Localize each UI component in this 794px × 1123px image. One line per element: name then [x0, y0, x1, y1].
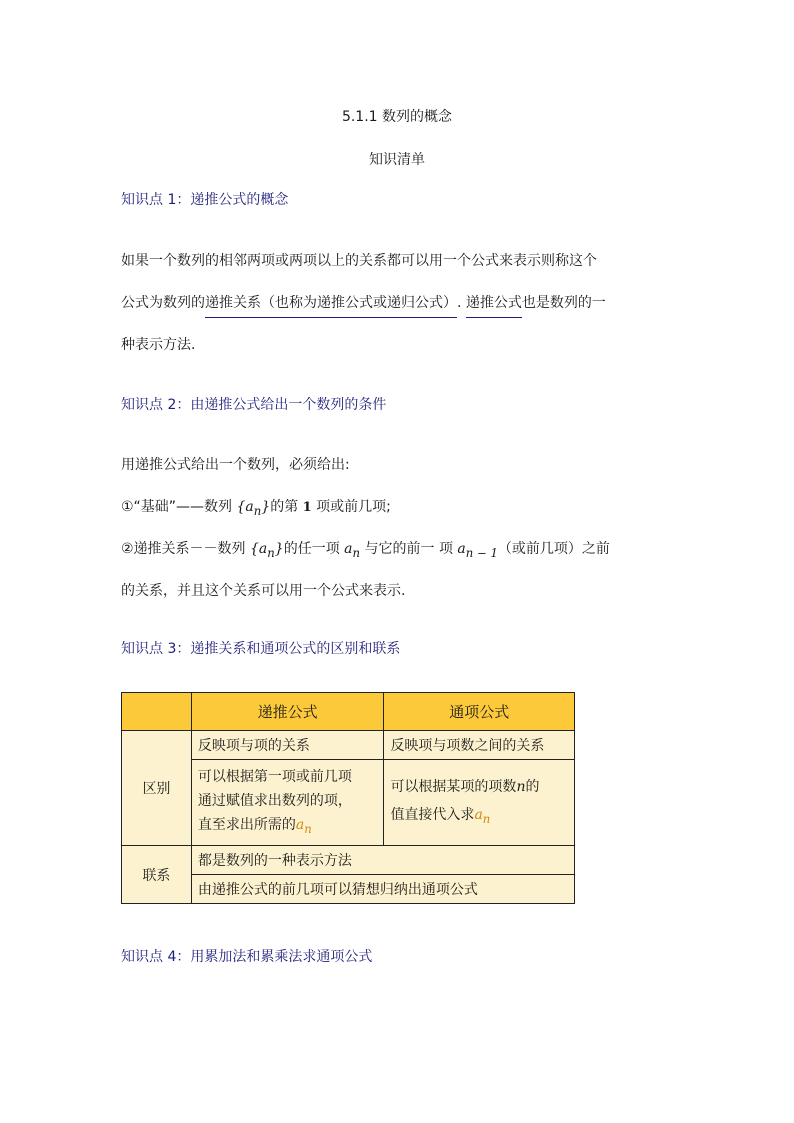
table-cell	[384, 760, 575, 846]
kp1-heading-prefix: 知识点 1：	[121, 192, 191, 208]
an-symbol: $a_n$	[474, 806, 491, 826]
kp2-item2-prev-term: $a_{n - 1}$	[457, 541, 498, 560]
table-cell-line: 直至求出所需的$a_n$	[197, 816, 312, 836]
kp3-heading-text: 递推关系和通项公式的区别和联系	[190, 641, 401, 657]
kp3-heading-prefix: 知识点 3：	[121, 641, 191, 657]
kp1-paragraph-line3: 种表示方法.	[121, 337, 196, 353]
table-cell-line: 可以根据第一项或前几项	[197, 768, 352, 785]
kp1-heading-text: 递推公式的概念	[190, 192, 289, 208]
table-header-row	[122, 693, 575, 731]
kp2-heading	[121, 394, 386, 414]
an-symbol: $a_n$	[295, 816, 312, 836]
kp2-item2-b: 的任一项	[283, 541, 340, 557]
kp2-item2-a: ②递推关系－－数列	[121, 541, 246, 557]
table-cell	[191, 760, 384, 846]
table-cell: 反映项与项数之间的关系	[384, 731, 575, 760]
kp1-p2-a: 公式为数列的	[121, 295, 205, 311]
kp2-item2-d: （或前几项）之前	[497, 541, 610, 557]
table-cell-line: 可以根据某项的项数n的	[390, 778, 540, 795]
kp4-heading-text: 用累加法和累乘法求通项公式	[190, 949, 373, 965]
table-cell-line: 值直接代入求$a_n$	[390, 806, 491, 826]
table-row	[122, 731, 575, 760]
table-corner-cell	[122, 693, 192, 731]
page-subtitle: 知识清单	[369, 152, 425, 168]
table-cell-line: 通过赋值求出数列的项，	[197, 792, 352, 809]
kp2-item2-an: $a_n$	[344, 541, 361, 560]
table-cell: 由递推公式的前几项可以猜想归纳出通项公式	[191, 875, 574, 904]
kp1-p2-underlined-recursive-formula: 递推公式	[466, 295, 522, 318]
kp1-p2-c: .	[457, 295, 466, 311]
kp2-heading-prefix: 知识点 2：	[121, 397, 191, 413]
kp2-intro: 用递推公式给出一个数列，必须给出:	[121, 457, 350, 473]
kp2-item1	[121, 496, 391, 518]
page-title: 5.1.1 数列的概念	[341, 109, 453, 125]
table-header-recursive-formula: 递推公式	[191, 693, 384, 731]
kp3-heading	[121, 638, 400, 658]
table-row-label-connection: 联系	[122, 846, 192, 904]
kp2-item2	[121, 538, 610, 560]
kp2-item2-sequence: $\{a_n\}$	[250, 541, 284, 560]
comparison-table	[121, 692, 575, 904]
kp1-heading	[121, 189, 288, 209]
table-cell: 反映项与项的关系	[191, 731, 384, 760]
kp1-p2-e: 也是数列的一	[521, 295, 606, 311]
kp2-item1-b: 的第	[270, 499, 299, 515]
kp1-paragraph-line1: 如果一个数列的相邻两项或两项以上的关系都可以用一个公式来表示则称这个	[121, 253, 597, 269]
table-header-general-formula: 通项公式	[384, 693, 575, 731]
kp2-item1-c: 项或前几项;	[316, 499, 391, 515]
kp1-paragraph-line2	[121, 292, 606, 312]
kp2-item1-sequence: $\{a_n\}$	[236, 499, 271, 518]
kp1-p2-underlined-recursive-relation: 递推关系（也称为递推公式或递归公式）	[205, 295, 457, 318]
kp4-heading-prefix: 知识点 4：	[121, 949, 191, 965]
kp4-heading	[121, 946, 372, 966]
kp2-item1-a: ①“基础”——数列	[121, 499, 233, 515]
table-row	[122, 846, 575, 875]
kp2-item2-continued: 的关系，并且这个关系可以用一个公式来表示.	[121, 583, 406, 599]
kp2-item2-c: 与它的前一 项	[364, 541, 453, 557]
kp2-item1-number: 1	[302, 500, 312, 515]
kp2-heading-text: 由递推公式给出一个数列的条件	[190, 397, 387, 413]
table-row-label-difference: 区别	[122, 731, 192, 846]
table-cell: 都是数列的一种表示方法	[191, 846, 574, 875]
